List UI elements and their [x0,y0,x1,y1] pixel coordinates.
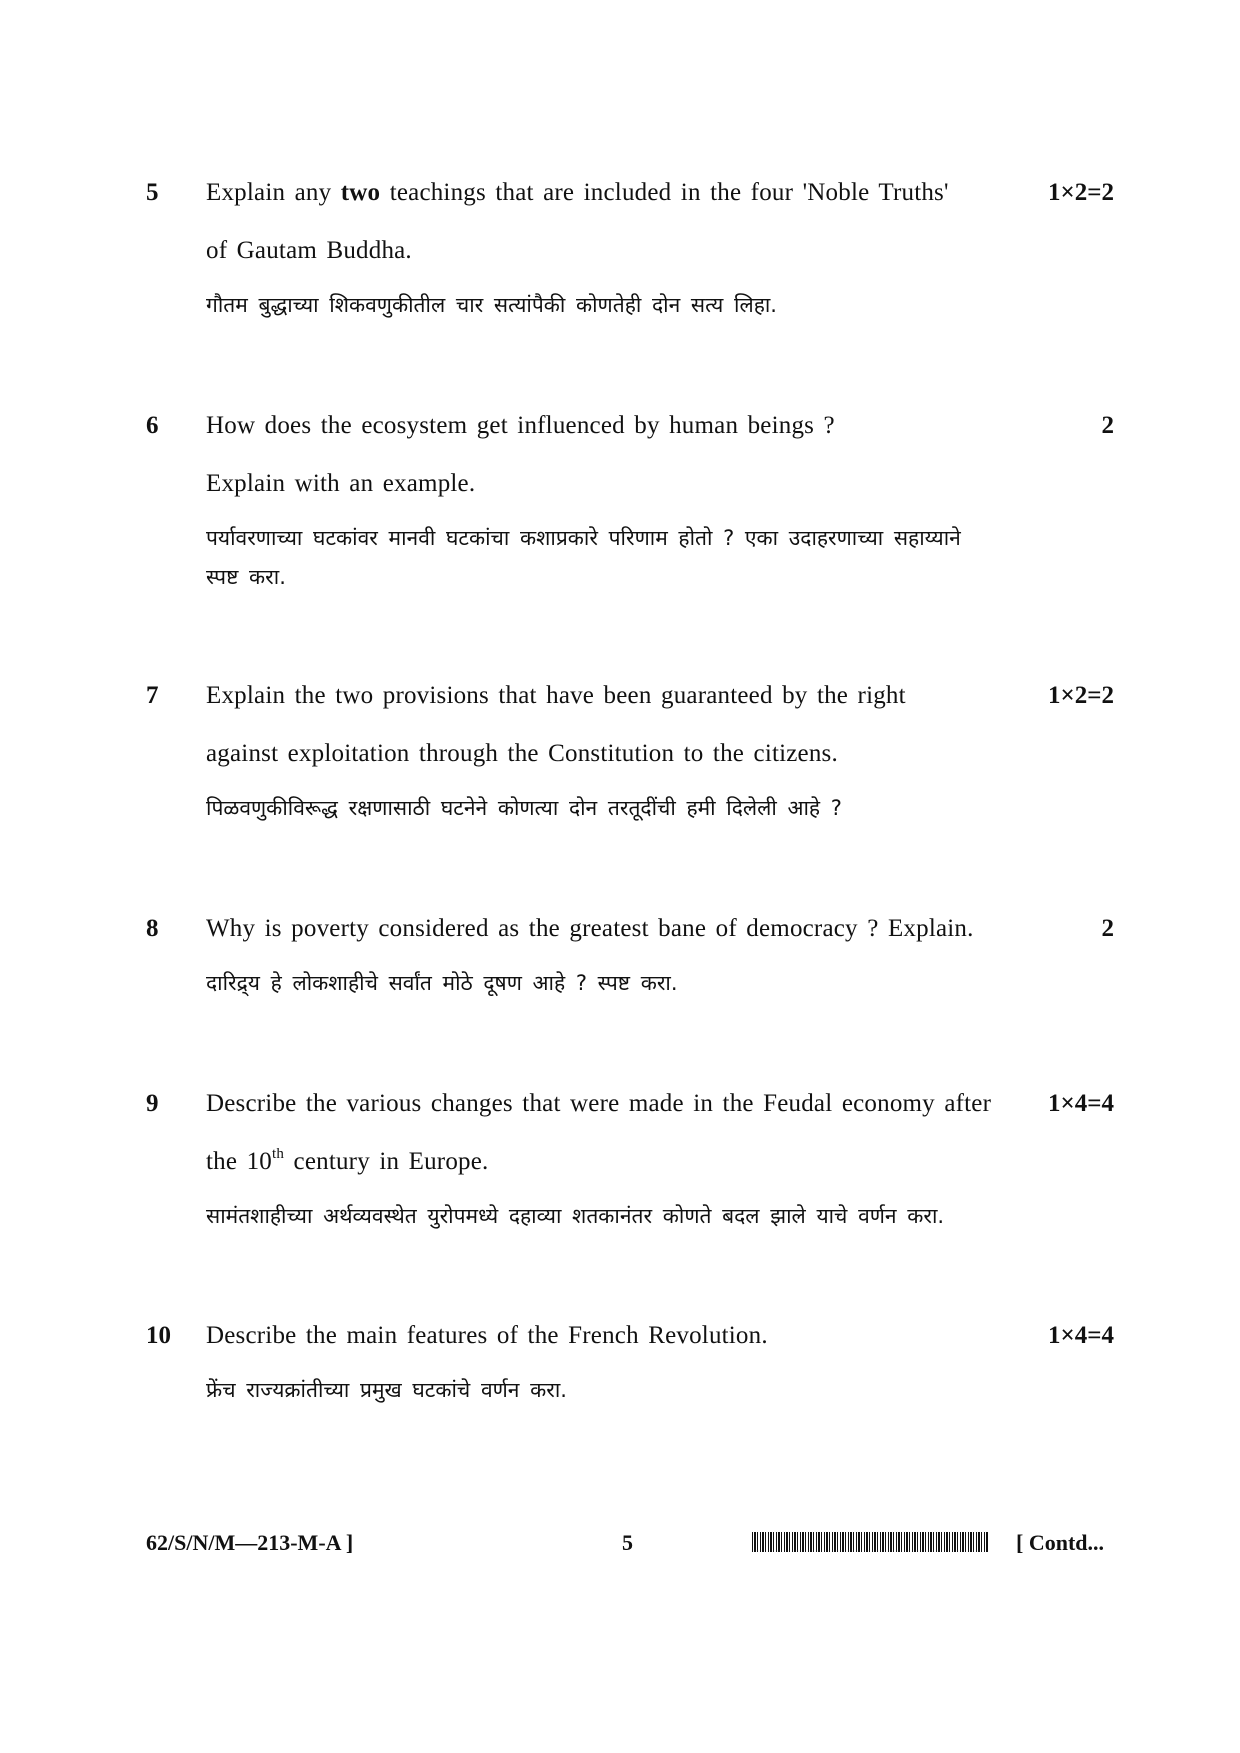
question-text-mr-line-1: फ्रेंच राज्यक्रांतीच्या प्रमुख घटकांचे वर्णन करा. [206,1378,567,1402]
question-text-mr-line-1: सामंतशाहीच्या अर्थव्यवस्थेत युरोपमध्ये दहाव्या शतकानंतर कोणते बदल झाले याचे वर्णन करा. [206,1204,945,1228]
question-number: 8 [146,915,159,942]
question-number: 6 [146,412,159,439]
question-marks: 1×2=2 [1048,179,1114,206]
question-text-en-line-1 [206,180,949,205]
question-text-mr-line-1: दारिद्र्य हे लोकशाहीचे सर्वांत मोठे दूषण आहे ? स्पष्ट करा. [206,971,678,995]
page-number: 5 [622,1530,633,1555]
question-marks: 2 [1101,412,1114,439]
question-marks: 1×4=4 [1048,1090,1114,1117]
question-text-mr-line-1: पर्यावरणाच्या घटकांवर मानवी घटकांचा कशाप्रकारे परिणाम होतो ? एका उदाहरणाच्या सहाय्याने [206,526,961,550]
question-number: 10 [146,1322,171,1349]
question-number: 9 [146,1090,159,1117]
question-text-en-line-1: Explain the two provisions that have been guaranteed by the right [206,682,906,709]
page-footer [0,1530,1240,1560]
barcode-icon [752,1532,988,1552]
question-text-en-line-1: How does the ecosystem get influenced by human beings ? [206,412,835,439]
text-segment: century in Europe. [284,1148,489,1175]
paper-code: 62/S/N/M—213-M-A ] [146,1530,354,1555]
question-text-mr-line-2: स्पष्ट करा. [206,565,286,589]
continued-label: [ Contd... [1016,1530,1105,1555]
emphasis-text: two [340,179,381,206]
question-marks: 2 [1101,915,1114,942]
question-text-en-line-2 [206,1145,489,1175]
question-marks: 1×4=4 [1048,1322,1114,1349]
question-text-en-line-1: Describe the various changes that were made in the Feudal economy after [206,1090,992,1117]
text-segment: the 10 [206,1148,272,1175]
question-marks: 1×2=2 [1048,682,1114,709]
question-text-en-line-2: against exploitation through the Constitution to the citizens. [206,740,838,767]
question-text-en-line-1: Why is poverty considered as the greatest bane of democracy ? Explain. [206,915,974,942]
ordinal-suffix: th [272,1145,285,1162]
question-number: 7 [146,682,159,709]
question-text-en-line-1: Describe the main features of the French Revolution. [206,1322,768,1349]
text-segment: teachings that are included in the four 'Noble Truths' [380,179,949,206]
question-text-mr-line-1: गौतम बुद्धाच्या शिकवणुकीतील चार सत्यांपैकी कोणतेही दोन सत्य लिहा. [206,293,777,317]
question-text-en-line-2: Explain with an example. [206,470,476,497]
question-number: 5 [146,179,159,206]
question-text-en-line-2: of Gautam Buddha. [206,237,412,264]
text-segment: Explain any [206,179,341,206]
question-text-mr-line-1: पिळवणुकीविरूद्ध रक्षणासाठी घटनेने कोणत्या दोन तरतूदींची हमी दिलेली आहे ? [206,796,842,820]
